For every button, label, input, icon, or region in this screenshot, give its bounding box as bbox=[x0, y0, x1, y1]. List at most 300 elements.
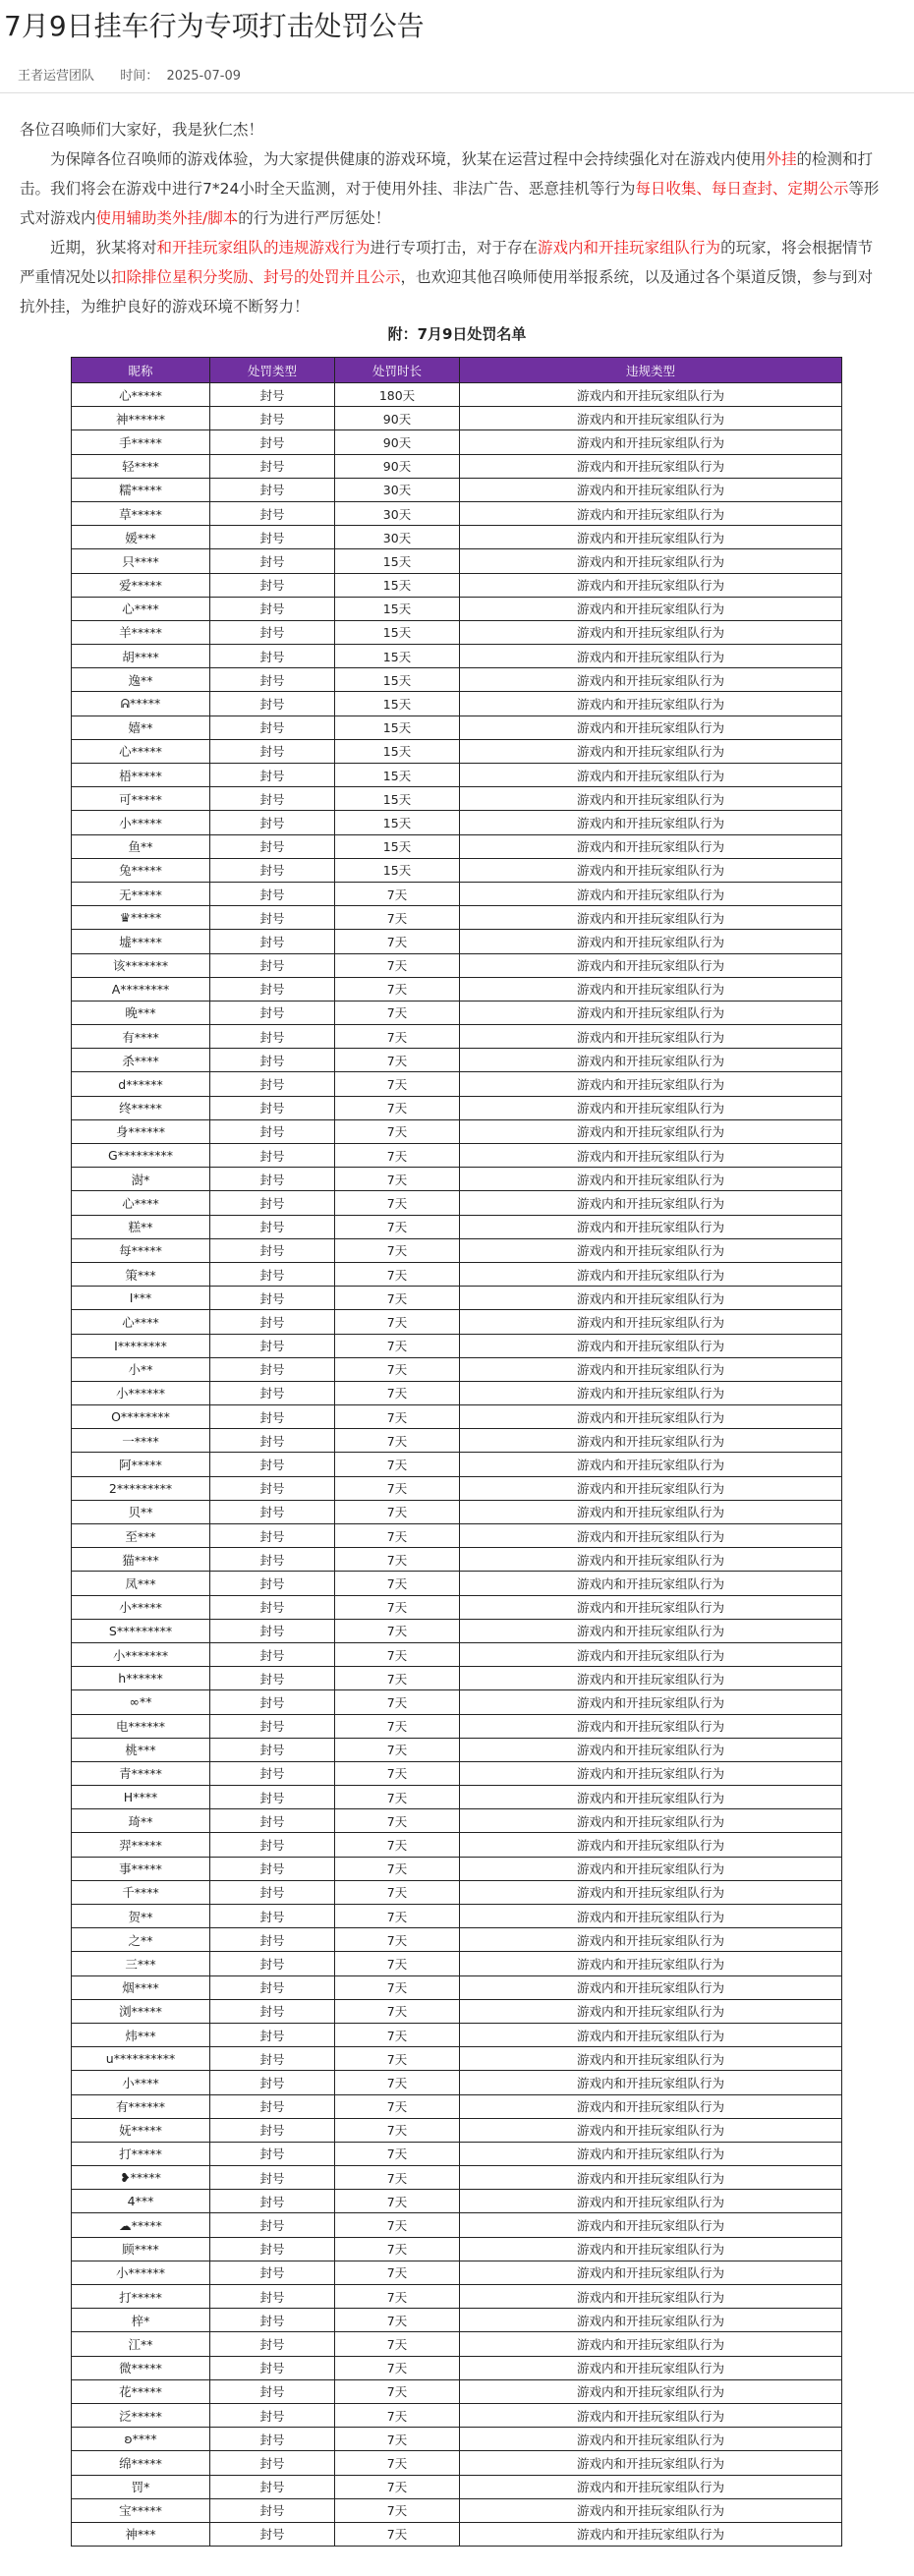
table-row bbox=[72, 1572, 842, 1595]
violation-cell: 游戏内和开挂玩家组队行为 bbox=[460, 2261, 842, 2284]
table-row bbox=[72, 1001, 842, 1024]
nickname-cell: 凤*** bbox=[72, 1572, 210, 1595]
duration-cell: 15天 bbox=[335, 573, 460, 597]
duration-cell: 90天 bbox=[335, 407, 460, 430]
violation-cell: 游戏内和开挂玩家组队行为 bbox=[460, 549, 842, 573]
table-row bbox=[72, 1334, 842, 1357]
table-row bbox=[72, 977, 842, 1001]
penalty-type-cell: 封号 bbox=[210, 811, 335, 834]
table-row bbox=[72, 1952, 842, 1975]
table-row bbox=[72, 1524, 842, 1548]
penalty-type-cell: 封号 bbox=[210, 1905, 335, 1928]
duration-cell: 7天 bbox=[335, 2118, 460, 2142]
violation-cell: 游戏内和开挂玩家组队行为 bbox=[460, 1025, 842, 1049]
nickname-cell: 打***** bbox=[72, 2285, 210, 2309]
paragraph-2-text-d: ，也欢迎其他召唤师使用举报系统，以及通过各个渠道反馈，参与到对抗外挂，为维护良好的游戏环境不断努力！ bbox=[20, 268, 874, 315]
table-row bbox=[72, 858, 842, 882]
table-row bbox=[72, 454, 842, 478]
nickname-cell: 2********* bbox=[72, 1476, 210, 1500]
table-row bbox=[72, 1786, 842, 1809]
penalty-type-cell: 封号 bbox=[210, 597, 335, 620]
violation-cell: 游戏内和开挂玩家组队行为 bbox=[460, 1880, 842, 1904]
duration-cell: 7天 bbox=[335, 1144, 460, 1168]
paragraph-1-text-b: 的检测和打击。我们将会在游戏中进行7*24小时全天监测，对于使用外挂、非法广告、恶意挂机等行为 bbox=[20, 150, 874, 198]
nickname-cell: 事***** bbox=[72, 1857, 210, 1880]
nickname-cell: 桃*** bbox=[72, 1738, 210, 1761]
violation-cell: 游戏内和开挂玩家组队行为 bbox=[460, 1405, 842, 1429]
violation-cell: 游戏内和开挂玩家组队行为 bbox=[460, 1096, 842, 1119]
table-row bbox=[72, 1619, 842, 1642]
penalty-type-cell: 封号 bbox=[210, 882, 335, 905]
violation-cell: 游戏内和开挂玩家组队行为 bbox=[460, 1642, 842, 1666]
nickname-cell: 轻**** bbox=[72, 454, 210, 478]
table-row bbox=[72, 2071, 842, 2094]
author-label: 王者运营团队 bbox=[18, 69, 95, 84]
penalty-type-cell: 封号 bbox=[210, 2190, 335, 2213]
column-header-nickname: 昵称 bbox=[72, 358, 210, 383]
table-row bbox=[72, 2356, 842, 2379]
penalty-type-cell: 封号 bbox=[210, 573, 335, 597]
penalty-type-cell: 封号 bbox=[210, 1357, 335, 1381]
penalty-type-cell: 封号 bbox=[210, 858, 335, 882]
table-row bbox=[72, 1238, 842, 1262]
penalty-type-cell: 封号 bbox=[210, 1833, 335, 1857]
duration-cell: 7天 bbox=[335, 2475, 460, 2498]
table-row bbox=[72, 1714, 842, 1738]
nickname-cell: ♛***** bbox=[72, 906, 210, 930]
table-header-row bbox=[72, 358, 842, 383]
paragraph-2-text-b: 进行专项打击，对于存在 bbox=[370, 239, 539, 257]
table-row bbox=[72, 953, 842, 977]
penalty-type-cell: 封号 bbox=[210, 1500, 335, 1523]
table-row bbox=[72, 1975, 842, 1999]
table-row bbox=[72, 1357, 842, 1381]
table-row bbox=[72, 692, 842, 716]
table-row bbox=[72, 2261, 842, 2284]
nickname-cell: 小****** bbox=[72, 1381, 210, 1404]
table-row bbox=[72, 478, 842, 501]
table-row bbox=[72, 2190, 842, 2213]
duration-cell: 7天 bbox=[335, 2237, 460, 2261]
violation-cell: 游戏内和开挂玩家组队行为 bbox=[460, 1191, 842, 1215]
duration-cell: 7天 bbox=[335, 882, 460, 905]
nickname-cell: 心**** bbox=[72, 1191, 210, 1215]
page-title: 7月9日挂车行为专项打击处罚公告 bbox=[4, 10, 425, 42]
violation-cell: 游戏内和开挂玩家组队行为 bbox=[460, 2213, 842, 2237]
table-row bbox=[72, 1595, 842, 1619]
violation-cell: 游戏内和开挂玩家组队行为 bbox=[460, 1738, 842, 1761]
table-row bbox=[72, 2285, 842, 2309]
violation-cell: 游戏内和开挂玩家组队行为 bbox=[460, 1905, 842, 1928]
duration-cell: 7天 bbox=[335, 2166, 460, 2190]
violation-cell: 游戏内和开挂玩家组队行为 bbox=[460, 2498, 842, 2522]
violation-cell: 游戏内和开挂玩家组队行为 bbox=[460, 597, 842, 620]
nickname-cell: 鱼** bbox=[72, 834, 210, 858]
duration-cell: 7天 bbox=[335, 2094, 460, 2118]
duration-cell: 90天 bbox=[335, 454, 460, 478]
table-row bbox=[72, 1287, 842, 1310]
violation-cell: 游戏内和开挂玩家组队行为 bbox=[460, 1833, 842, 1857]
duration-cell: 7天 bbox=[335, 1905, 460, 1928]
penalty-type-cell: 封号 bbox=[210, 2023, 335, 2046]
nickname-cell: 电****** bbox=[72, 1714, 210, 1738]
penalty-type-cell: 封号 bbox=[210, 692, 335, 716]
violation-cell: 游戏内和开挂玩家组队行为 bbox=[460, 2522, 842, 2546]
violation-cell: 游戏内和开挂玩家组队行为 bbox=[460, 882, 842, 905]
duration-cell: 7天 bbox=[335, 2332, 460, 2356]
duration-cell: 7天 bbox=[335, 1714, 460, 1738]
penalty-type-cell: 封号 bbox=[210, 2237, 335, 2261]
violation-cell: 游戏内和开挂玩家组队行为 bbox=[460, 501, 842, 525]
paragraph-1-text-c: 等形式对游戏内 bbox=[20, 180, 880, 227]
penalty-type-cell: 封号 bbox=[210, 1595, 335, 1619]
violation-cell: 游戏内和开挂玩家组队行为 bbox=[460, 2403, 842, 2427]
penalty-type-cell: 封号 bbox=[210, 1215, 335, 1238]
duration-cell: 30天 bbox=[335, 478, 460, 501]
violation-cell: 游戏内和开挂玩家组队行为 bbox=[460, 2475, 842, 2498]
violation-cell: 游戏内和开挂玩家组队行为 bbox=[460, 573, 842, 597]
violation-cell: 游戏内和开挂玩家组队行为 bbox=[460, 1595, 842, 1619]
penalty-type-cell: 封号 bbox=[210, 2356, 335, 2379]
penalty-type-cell: 封号 bbox=[210, 1072, 335, 1096]
nickname-cell: 梧***** bbox=[72, 764, 210, 787]
violation-cell: 游戏内和开挂玩家组队行为 bbox=[460, 764, 842, 787]
penalty-type-cell: 封号 bbox=[210, 2475, 335, 2498]
nickname-cell: 4*** bbox=[72, 2190, 210, 2213]
paragraph-2 bbox=[20, 233, 886, 321]
table-row bbox=[72, 2118, 842, 2142]
duration-cell: 7天 bbox=[335, 2023, 460, 2046]
duration-cell: 7天 bbox=[335, 953, 460, 977]
table-row bbox=[72, 668, 842, 692]
penalty-type-cell: 封号 bbox=[210, 1880, 335, 1904]
nickname-cell: 爱***** bbox=[72, 573, 210, 597]
violation-cell: 游戏内和开挂玩家组队行为 bbox=[460, 692, 842, 716]
table-row bbox=[72, 645, 842, 668]
duration-cell: 7天 bbox=[335, 1642, 460, 1666]
violation-cell: 游戏内和开挂玩家组队行为 bbox=[460, 2094, 842, 2118]
table-row bbox=[72, 573, 842, 597]
column-header-violation: 违规类型 bbox=[460, 358, 842, 383]
highlight-penalty: 扣除排位星积分奖励、封号的处罚并且公示 bbox=[111, 268, 401, 286]
nickname-cell: 梓* bbox=[72, 2309, 210, 2332]
violation-cell: 游戏内和开挂玩家组队行为 bbox=[460, 1453, 842, 1476]
table-row bbox=[72, 2522, 842, 2546]
duration-cell: 7天 bbox=[335, 2379, 460, 2403]
violation-cell: 游戏内和开挂玩家组队行为 bbox=[460, 1476, 842, 1500]
table-row bbox=[72, 1857, 842, 1880]
table-row bbox=[72, 2428, 842, 2451]
violation-cell: 游戏内和开挂玩家组队行为 bbox=[460, 1119, 842, 1143]
nickname-cell: 只**** bbox=[72, 549, 210, 573]
violation-cell: 游戏内和开挂玩家组队行为 bbox=[460, 1381, 842, 1404]
table-row bbox=[72, 1453, 842, 1476]
duration-cell: 7天 bbox=[335, 1500, 460, 1523]
table-row bbox=[72, 620, 842, 644]
table-row bbox=[72, 2142, 842, 2165]
duration-cell: 15天 bbox=[335, 549, 460, 573]
nickname-cell: I*** bbox=[72, 1287, 210, 1310]
nickname-cell: u********** bbox=[72, 2047, 210, 2071]
penalty-type-cell: 封号 bbox=[210, 716, 335, 739]
duration-cell: 7天 bbox=[335, 2190, 460, 2213]
penalty-type-cell: 封号 bbox=[210, 549, 335, 573]
table-row bbox=[72, 1168, 842, 1191]
nickname-cell: 之** bbox=[72, 1928, 210, 1952]
penalty-type-cell: 封号 bbox=[210, 787, 335, 811]
nickname-cell: 心**** bbox=[72, 597, 210, 620]
violation-cell: 游戏内和开挂玩家组队行为 bbox=[460, 1928, 842, 1952]
penalty-type-cell: 封号 bbox=[210, 2522, 335, 2546]
nickname-cell: 有**** bbox=[72, 1025, 210, 1049]
penalty-type-cell: 封号 bbox=[210, 454, 335, 478]
violation-cell: 游戏内和开挂玩家组队行为 bbox=[460, 1975, 842, 1999]
nickname-cell: 小******* bbox=[72, 1642, 210, 1666]
violation-cell: 游戏内和开挂玩家组队行为 bbox=[460, 1524, 842, 1548]
table-row bbox=[72, 501, 842, 525]
penalty-type-cell: 封号 bbox=[210, 953, 335, 977]
duration-cell: 15天 bbox=[335, 645, 460, 668]
penalty-type-cell: 封号 bbox=[210, 1096, 335, 1119]
penalty-type-cell: 封号 bbox=[210, 2332, 335, 2356]
nickname-cell: 每***** bbox=[72, 1238, 210, 1262]
violation-cell: 游戏内和开挂玩家组队行为 bbox=[460, 1334, 842, 1357]
violation-cell: 游戏内和开挂玩家组队行为 bbox=[460, 454, 842, 478]
violation-cell: 游戏内和开挂玩家组队行为 bbox=[460, 2451, 842, 2475]
penalty-type-cell: 封号 bbox=[210, 1191, 335, 1215]
violation-cell: 游戏内和开挂玩家组队行为 bbox=[460, 953, 842, 977]
violation-cell: 游戏内和开挂玩家组队行为 bbox=[460, 1809, 842, 1833]
penalty-type-cell: 封号 bbox=[210, 2142, 335, 2165]
duration-cell: 7天 bbox=[335, 2142, 460, 2165]
duration-cell: 7天 bbox=[335, 2451, 460, 2475]
table-row bbox=[72, 2237, 842, 2261]
nickname-cell: 无***** bbox=[72, 882, 210, 905]
nickname-cell: 糯***** bbox=[72, 478, 210, 501]
nickname-cell: 策*** bbox=[72, 1262, 210, 1286]
penalty-type-cell: 封号 bbox=[210, 2451, 335, 2475]
table-row bbox=[72, 1738, 842, 1761]
duration-cell: 7天 bbox=[335, 2285, 460, 2309]
duration-cell: 15天 bbox=[335, 597, 460, 620]
penalty-type-cell: 封号 bbox=[210, 2428, 335, 2451]
nickname-cell: 草***** bbox=[72, 501, 210, 525]
duration-cell: 7天 bbox=[335, 1476, 460, 1500]
penalty-type-cell: 封号 bbox=[210, 1476, 335, 1500]
table-row bbox=[72, 1642, 842, 1666]
nickname-cell: 羊***** bbox=[72, 620, 210, 644]
duration-cell: 7天 bbox=[335, 1072, 460, 1096]
penalty-type-cell: 封号 bbox=[210, 620, 335, 644]
duration-cell: 7天 bbox=[335, 1096, 460, 1119]
nickname-cell: 澍* bbox=[72, 1168, 210, 1191]
duration-cell: 7天 bbox=[335, 1619, 460, 1642]
table-row bbox=[72, 1191, 842, 1215]
duration-cell: 7天 bbox=[335, 1381, 460, 1404]
table-row bbox=[72, 2023, 842, 2046]
duration-cell: 7天 bbox=[335, 1310, 460, 1334]
nickname-cell: 琦** bbox=[72, 1809, 210, 1833]
duration-cell: 7天 bbox=[335, 2309, 460, 2332]
table-row bbox=[72, 1429, 842, 1453]
duration-cell: 7天 bbox=[335, 1786, 460, 1809]
highlight-team-violation: 和开挂玩家组队的违规游戏行为 bbox=[156, 239, 371, 257]
duration-cell: 7天 bbox=[335, 1524, 460, 1548]
table-row bbox=[72, 1262, 842, 1286]
table-row bbox=[72, 2047, 842, 2071]
highlight-script-usage: 使用辅助类外挂/脚本 bbox=[95, 209, 239, 227]
nickname-cell: 阿***** bbox=[72, 1453, 210, 1476]
table-row bbox=[72, 1096, 842, 1119]
table-row bbox=[72, 1667, 842, 1690]
penalty-type-cell: 封号 bbox=[210, 668, 335, 692]
nickname-cell: 羿***** bbox=[72, 1833, 210, 1857]
violation-cell: 游戏内和开挂玩家组队行为 bbox=[460, 2379, 842, 2403]
violation-cell: 游戏内和开挂玩家组队行为 bbox=[460, 407, 842, 430]
duration-cell: 7天 bbox=[335, 2356, 460, 2379]
table-row bbox=[72, 739, 842, 763]
penalty-type-cell: 封号 bbox=[210, 764, 335, 787]
nickname-cell: 一**** bbox=[72, 1429, 210, 1453]
nickname-cell: 打***** bbox=[72, 2142, 210, 2165]
violation-cell: 游戏内和开挂玩家组队行为 bbox=[460, 668, 842, 692]
table-row bbox=[72, 1310, 842, 1334]
violation-cell: 游戏内和开挂玩家组队行为 bbox=[460, 811, 842, 834]
table-row bbox=[72, 1144, 842, 1168]
penalty-type-cell: 封号 bbox=[210, 1310, 335, 1334]
duration-cell: 7天 bbox=[335, 906, 460, 930]
duration-cell: 7天 bbox=[335, 1049, 460, 1072]
penalty-type-cell: 封号 bbox=[210, 526, 335, 549]
nickname-cell: ᕱ***** bbox=[72, 692, 210, 716]
nickname-cell: H**** bbox=[72, 1786, 210, 1809]
nickname-cell: 千**** bbox=[72, 1880, 210, 1904]
penalty-type-cell: 封号 bbox=[210, 1928, 335, 1952]
nickname-cell: O******** bbox=[72, 1405, 210, 1429]
duration-cell: 7天 bbox=[335, 1975, 460, 1999]
duration-cell: 7天 bbox=[335, 1357, 460, 1381]
nickname-cell: 宝***** bbox=[72, 2498, 210, 2522]
duration-cell: 7天 bbox=[335, 1809, 460, 1833]
duration-cell: 7天 bbox=[335, 1595, 460, 1619]
nickname-cell: 贝** bbox=[72, 1500, 210, 1523]
violation-cell: 游戏内和开挂玩家组队行为 bbox=[460, 478, 842, 501]
table-row bbox=[72, 882, 842, 905]
penalty-type-cell: 封号 bbox=[210, 1429, 335, 1453]
violation-cell: 游戏内和开挂玩家组队行为 bbox=[460, 2190, 842, 2213]
violation-cell: 游戏内和开挂玩家组队行为 bbox=[460, 977, 842, 1001]
penalty-type-cell: 封号 bbox=[210, 1786, 335, 1809]
nickname-cell: 罚* bbox=[72, 2475, 210, 2498]
violation-cell: 游戏内和开挂玩家组队行为 bbox=[460, 2142, 842, 2165]
duration-cell: 7天 bbox=[335, 1667, 460, 1690]
table-row bbox=[72, 1928, 842, 1952]
nickname-cell: 有****** bbox=[72, 2094, 210, 2118]
duration-cell: 7天 bbox=[335, 1453, 460, 1476]
table-row bbox=[72, 1500, 842, 1523]
violation-cell: 游戏内和开挂玩家组队行为 bbox=[460, 1215, 842, 1238]
duration-cell: 7天 bbox=[335, 1690, 460, 1714]
nickname-cell: 三*** bbox=[72, 1952, 210, 1975]
violation-cell: 游戏内和开挂玩家组队行为 bbox=[460, 1999, 842, 2023]
penalty-type-cell: 封号 bbox=[210, 1952, 335, 1975]
violation-cell: 游戏内和开挂玩家组队行为 bbox=[460, 834, 842, 858]
penalty-type-cell: 封号 bbox=[210, 1238, 335, 1262]
nickname-cell: 微***** bbox=[72, 2356, 210, 2379]
penalty-type-cell: 封号 bbox=[210, 2094, 335, 2118]
violation-cell: 游戏内和开挂玩家组队行为 bbox=[460, 2023, 842, 2046]
violation-cell: 游戏内和开挂玩家组队行为 bbox=[460, 2166, 842, 2190]
violation-cell: 游戏内和开挂玩家组队行为 bbox=[460, 1786, 842, 1809]
table-row bbox=[72, 1548, 842, 1572]
penalty-type-cell: 封号 bbox=[210, 1405, 335, 1429]
duration-cell: 7天 bbox=[335, 1429, 460, 1453]
paragraph-2-text-a: 近期，狄某将对 bbox=[50, 239, 157, 257]
penalty-type-cell: 封号 bbox=[210, 407, 335, 430]
highlight-daily-actions: 每日收集、每日查封、定期公示 bbox=[635, 180, 849, 198]
violation-cell: 游戏内和开挂玩家组队行为 bbox=[460, 2071, 842, 2094]
nickname-cell: 小***** bbox=[72, 1595, 210, 1619]
penalty-type-cell: 封号 bbox=[210, 1619, 335, 1642]
nickname-cell: 心**** bbox=[72, 1310, 210, 1334]
duration-cell: 15天 bbox=[335, 716, 460, 739]
nickname-cell: 兔***** bbox=[72, 858, 210, 882]
penalty-type-cell: 封号 bbox=[210, 1025, 335, 1049]
penalty-type-cell: 封号 bbox=[210, 977, 335, 1001]
nickname-cell: 小** bbox=[72, 1357, 210, 1381]
violation-cell: 游戏内和开挂玩家组队行为 bbox=[460, 1357, 842, 1381]
duration-cell: 7天 bbox=[335, 1119, 460, 1143]
penalty-type-cell: 封号 bbox=[210, 2309, 335, 2332]
penalty-type-cell: 封号 bbox=[210, 2285, 335, 2309]
table-row bbox=[72, 1809, 842, 1833]
violation-cell: 游戏内和开挂玩家组队行为 bbox=[460, 1168, 842, 1191]
table-row bbox=[72, 1381, 842, 1404]
table-row bbox=[72, 2213, 842, 2237]
highlight-team-behavior: 游戏内和开挂玩家组队行为 bbox=[538, 239, 721, 257]
penalty-type-cell: 封号 bbox=[210, 1168, 335, 1191]
nickname-cell: 胡**** bbox=[72, 645, 210, 668]
duration-cell: 30天 bbox=[335, 526, 460, 549]
table-row bbox=[72, 2094, 842, 2118]
table-row bbox=[72, 930, 842, 953]
table-row bbox=[72, 2451, 842, 2475]
table-row bbox=[72, 1690, 842, 1714]
table-row bbox=[72, 1761, 842, 1785]
table-row bbox=[72, 716, 842, 739]
duration-cell: 7天 bbox=[335, 1168, 460, 1191]
duration-cell: 7天 bbox=[335, 1001, 460, 1024]
penalty-type-cell: 封号 bbox=[210, 1975, 335, 1999]
duration-cell: 7天 bbox=[335, 1215, 460, 1238]
column-header-duration: 处罚时长 bbox=[335, 358, 460, 383]
table-row bbox=[72, 383, 842, 407]
violation-cell: 游戏内和开挂玩家组队行为 bbox=[460, 1238, 842, 1262]
nickname-cell: 花***** bbox=[72, 2379, 210, 2403]
duration-cell: 7天 bbox=[335, 1833, 460, 1857]
nickname-cell: 可***** bbox=[72, 787, 210, 811]
duration-cell: 15天 bbox=[335, 739, 460, 763]
violation-cell: 游戏内和开挂玩家组队行为 bbox=[460, 645, 842, 668]
article-meta bbox=[18, 65, 245, 84]
nickname-cell: ʚ**** bbox=[72, 2428, 210, 2451]
violation-cell: 游戏内和开挂玩家组队行为 bbox=[460, 620, 842, 644]
nickname-cell: 心***** bbox=[72, 383, 210, 407]
violation-cell: 游戏内和开挂玩家组队行为 bbox=[460, 1429, 842, 1453]
violation-cell: 游戏内和开挂玩家组队行为 bbox=[460, 2356, 842, 2379]
penalty-type-cell: 封号 bbox=[210, 906, 335, 930]
duration-cell: 7天 bbox=[335, 2071, 460, 2094]
